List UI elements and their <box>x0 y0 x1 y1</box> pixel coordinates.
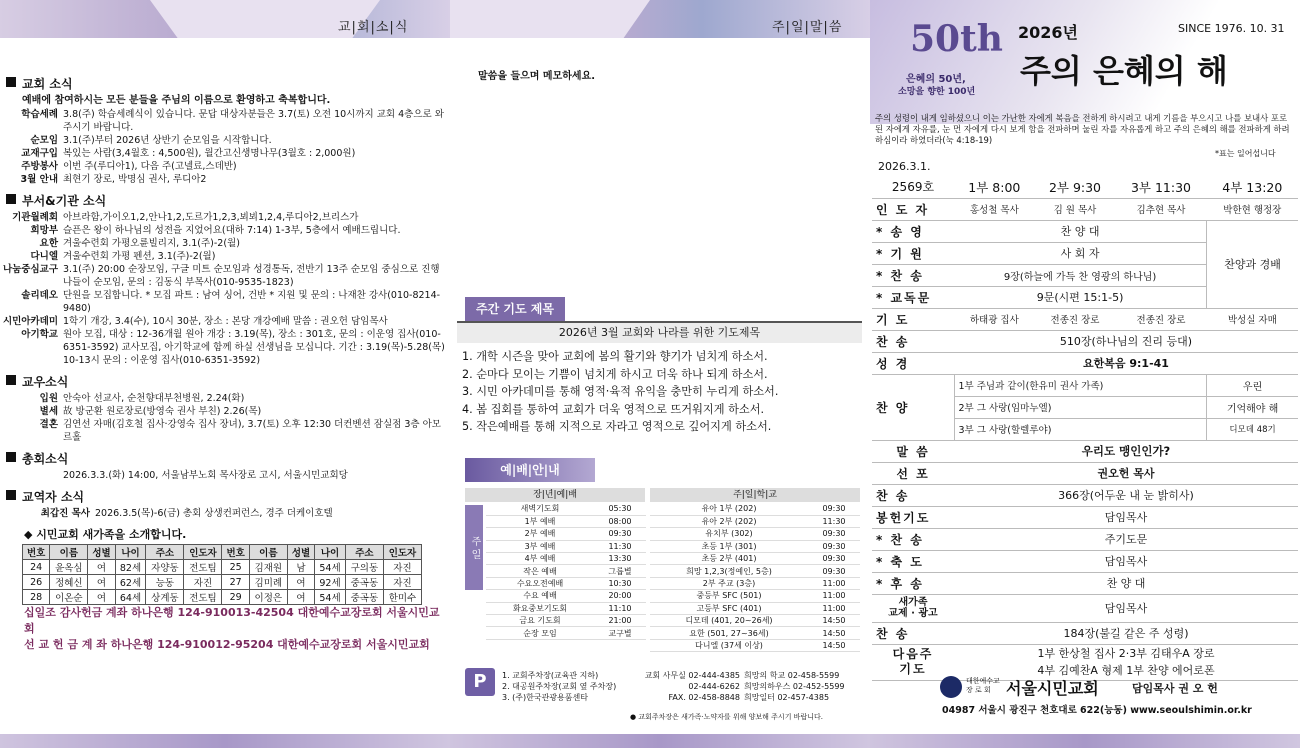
news-row-key: 희망부 <box>30 225 58 236</box>
bulletin-order-panel <box>870 0 1300 748</box>
sunday-school-head: 주|일|학|교 <box>650 488 860 502</box>
post-label: * 후 송 <box>872 572 954 594</box>
news-row <box>0 134 450 147</box>
news-row-key: 다니엘 <box>30 251 58 262</box>
title-calligraphy: 주의 은혜의 해 <box>1020 52 1228 90</box>
item-label: * 송 영 <box>872 220 954 242</box>
scripture: 요한복음 9:1-41 <box>954 352 1298 374</box>
prayer-heading: 2026년 3월 교회와 나라를 위한 기도제목 <box>457 321 862 343</box>
tithe-account: 십일조 감사헌금 계좌 하나은행 124-910013-42504 대한예수교장로회 서울시민교회 <box>24 606 440 635</box>
time-4: 4부 13:20 <box>1207 176 1298 198</box>
next-1: 1부 한상철 집사 2·3부 김태우A 장로 <box>1037 647 1215 660</box>
schedule-name: 초등 2부 (401) <box>650 553 808 565</box>
news-row <box>0 173 450 186</box>
news-row-value: 안숙아 선교사, 순천향대부천병원, 2.24(화) <box>63 393 245 404</box>
table-cell: 62세 <box>115 575 146 590</box>
next-label-1: 다음주 <box>892 647 934 661</box>
schedule-time: 14:50 <box>808 627 860 639</box>
new-family-col: 이름 <box>50 545 88 560</box>
schedule-time: 09:30 <box>808 528 860 540</box>
leader-4: 박한현 행정장 <box>1207 198 1298 220</box>
choir-1: 1부 주님과 같이(한유미 권사 가족) <box>954 374 1207 396</box>
church-name: 서울시민교회 <box>1006 679 1099 698</box>
slogan-1: 은혜의 50년, <box>906 74 966 85</box>
table-cell: 정혜신 <box>50 575 88 590</box>
table-cell: 전도팀 <box>184 560 222 575</box>
table-cell: 여 <box>88 575 115 590</box>
leader-2: 김 원 목사 <box>1035 198 1116 220</box>
hymn3-label: 찬 송 <box>872 484 954 506</box>
sermon-header <box>450 0 870 38</box>
schedule-name: 중등부 SFC (501) <box>650 590 808 602</box>
next-label-2: 기도 <box>899 662 927 676</box>
table-row <box>23 560 422 575</box>
table-cell: 여 <box>287 575 314 590</box>
parking-line: 2. 대공원주차장(교회 옆 주차장) <box>502 682 617 691</box>
mission-account: 선 교 헌 금 계 좌 하나은행 124-910012-95204 대한예수교장로회 서울시민교회 <box>24 638 430 651</box>
table-cell: 82세 <box>115 560 146 575</box>
table-cell: 능동 <box>146 575 184 590</box>
schedule-row <box>486 602 646 614</box>
table-cell: 이온순 <box>50 590 88 605</box>
news-row <box>0 250 450 263</box>
prayer-item: 1. 개학 시즌을 맞아 교회에 봄의 활기와 향기가 넘치게 하소서. <box>462 350 768 363</box>
new-family-col: 나이 <box>115 545 146 560</box>
table-cell: 상계동 <box>146 590 184 605</box>
schedule-time: 09:30 <box>808 540 860 552</box>
new-family-table <box>22 544 422 605</box>
offering: 담임목사 <box>954 506 1298 528</box>
new-family-col: 인도자 <box>383 545 421 560</box>
contacts-line: 02-444-6262 <box>688 682 740 691</box>
newfam-label-1: 새가족 <box>898 597 928 608</box>
news-row-key: 기관월례회 <box>12 212 58 223</box>
news-row-value: 원아 모집, 대상 : 12-36개월 원아 개강 : 3.19(목), 장소 : 301호, 문의 : 이운영 집사(010-6351-3592) 교사모집, 아기학교에 함께 하실 선생님을 모십니다. 기간 : 3.19(목)-5.28(목) 10-13시 문의 : 이운영 집사(010-6351-3592) <box>63 329 445 366</box>
sermon-header-title: 주|일|말|씀 <box>772 20 843 35</box>
table-cell: 24 <box>23 560 50 575</box>
news-row-key: 아기학교 <box>21 329 58 340</box>
news-row <box>0 237 450 250</box>
table-cell: 26 <box>23 575 50 590</box>
schedule-row <box>650 515 860 527</box>
news-row-key: 결혼 <box>39 419 58 430</box>
table-row <box>23 590 422 605</box>
schedule-name: 디모데 (401, 20~26세) <box>650 615 808 627</box>
prayer-item: 3. 시민 아카데미를 통해 영적·육적 유익을 충만히 누리게 하소서. <box>462 385 779 398</box>
schedule-name: 유아 2부 (202) <box>650 515 808 527</box>
table-cell: 27 <box>222 575 249 590</box>
schedule-row <box>486 577 646 589</box>
contacts-line: 교회 사무실 02-444-4385 <box>644 671 740 680</box>
prayer-item: 2. 순마다 모이는 기쁨이 넘치게 하시고 더욱 하나 되게 하소서. <box>462 367 768 381</box>
schedule-name: 수요오전예배 <box>486 577 594 589</box>
news-row-value: 3.1(주)부터 2026년 상반기 순모임을 시작합니다. <box>63 135 272 146</box>
news-row-value: 김연선 자매(김호철 집사·강영숙 집사 장녀), 3.7(토) 오후 12:30 더컨벤션 잠실점 3층 아모르홀 <box>63 419 441 443</box>
hymn3: 366장(어두운 내 눈 밝히사) <box>954 484 1298 506</box>
bless-label: * 축 도 <box>872 550 954 572</box>
schedule-name: 수요 예배 <box>486 590 594 602</box>
leader-3: 김추현 목사 <box>1115 198 1206 220</box>
schedule-time: 11:00 <box>808 590 860 602</box>
stand-note: *표는 일어섭니다 <box>1215 149 1276 158</box>
schedule-name: 2부 예배 <box>486 528 594 540</box>
news-row-value: 아브라함,가이오1,2,안나1,2,도르가1,2,3,뵈뵈1,2,4,루디아2,브리스가 <box>63 212 359 223</box>
news-row-key: 3월 안내 <box>20 174 58 185</box>
news-row-value: 복있는 사람(3,4월호 : 4,500원), 월간고신생명나무(3월호 : 2,000원) <box>63 148 356 159</box>
news-row <box>0 160 450 173</box>
prayer-item: 5. 작은예배를 통해 지적으로 자라고 영적으로 깊어지게 하소서. <box>462 420 772 433</box>
service-date: 2026.3.1. <box>878 160 931 173</box>
contacts2-line: 희망의 학교 02-458-5599 <box>744 671 840 680</box>
prayer-4: 박성실 자매 <box>1207 308 1298 330</box>
memo-text: 말씀을 들으며 메모하세요. <box>478 71 596 82</box>
table-row <box>23 575 422 590</box>
news-row <box>0 392 450 405</box>
table-cell: 자진 <box>184 575 222 590</box>
table-cell: 김미례 <box>249 575 287 590</box>
news-row <box>0 418 450 444</box>
table-cell: 김재원 <box>249 560 287 575</box>
news-row-key: 별세 <box>39 406 58 417</box>
schedule-row <box>486 627 646 639</box>
news-row-value: 이번 주(루디아1), 다음 주(고넬료,스데반) <box>63 161 237 172</box>
schedule-name: 순장 모임 <box>486 627 594 639</box>
sunday-marker: 주 일 <box>465 505 483 590</box>
item-value: 9문(시편 15:1-5) <box>954 286 1207 308</box>
schedule-row <box>650 577 860 589</box>
news-row-key: 학습세례 <box>21 109 58 120</box>
choir-2: 2부 그 사랑(임마누엘) <box>954 396 1207 418</box>
church-logo-icon <box>940 676 962 698</box>
prayer-item: 4. 봄 집회를 통하여 교회가 더욱 영적으로 뜨거워지게 하소서. <box>462 402 765 416</box>
order-table <box>872 176 1298 681</box>
choir-label: 찬 양 <box>872 374 954 440</box>
schedule-time: 11:30 <box>594 540 646 552</box>
schedule-row <box>650 627 860 639</box>
news-row <box>0 147 450 160</box>
contacts2-line: 희망의하우스 02-452-5599 <box>744 682 845 691</box>
lords-label: * 찬 송 <box>872 528 954 550</box>
choir-side-2: 기억해야 해 <box>1207 396 1298 418</box>
prayer-1: 하태광 집사 <box>954 308 1035 330</box>
church-small-2: 장 로 회 <box>966 686 991 694</box>
news-row <box>0 289 450 315</box>
schedule-name: 3부 예배 <box>486 540 594 552</box>
news-row-key: 순모임 <box>30 135 58 146</box>
lords-prayer: 주기도문 <box>954 528 1298 550</box>
schedule-time: 21:00 <box>594 615 646 627</box>
news-row <box>0 224 450 237</box>
church-small-1: 대한예수교 <box>966 677 1000 685</box>
since-label: SINCE 1976. 10. 31 <box>1178 22 1285 35</box>
schedule-time: 11:10 <box>594 602 646 614</box>
worship-tag: 예|배|안|내 <box>465 458 595 482</box>
parking-note: ● 교회주차장은 새가족·노약자를 위해 양보해 주시기 바랍니다. <box>630 713 823 721</box>
schedule-row <box>650 590 860 602</box>
section-member-title: 교우소식 <box>22 373 450 390</box>
schedule-time: 그룹별 <box>594 565 646 577</box>
schedule-time: 11:30 <box>808 515 860 527</box>
schedule-time: 14:50 <box>808 639 860 651</box>
adult-worship-head: 장|년|예|배 <box>465 488 645 502</box>
sermon-panel <box>450 0 870 748</box>
hymn4: 184장(불길 같은 주 성령) <box>954 622 1298 644</box>
slogan-2: 소망을 향한 100년 <box>898 87 976 97</box>
table-cell: 한미수 <box>383 590 421 605</box>
schedule-row <box>486 615 646 627</box>
benediction: 담임목사 <box>954 550 1298 572</box>
schedule-time: 11:00 <box>808 602 860 614</box>
prayer-2: 전종진 장로 <box>1035 308 1116 330</box>
schedule-name: 다니엘 (37세 이상) <box>650 639 808 651</box>
table-cell: 중곡동 <box>345 575 383 590</box>
news-row-value: 故 방군환 원로장로(방영숙 권사 부친) 2.26(목) <box>63 406 262 417</box>
schedule-name: 새벽기도회 <box>486 503 594 515</box>
schedule-name: 작은 예배 <box>486 565 594 577</box>
schedule-row <box>650 615 860 627</box>
section-assembly-title: 총회소식 <box>22 450 450 467</box>
new-family-col: 성별 <box>287 545 314 560</box>
item-value: 사 회 자 <box>954 242 1207 264</box>
schedule-row <box>486 528 646 540</box>
welcome-text: 예배에 참여하시는 모든 분들을 주님의 이름으로 환영하고 축복합니다. <box>22 95 331 106</box>
newfam-label-2: 교제 · 광고 <box>888 608 938 619</box>
schedule-time: 13:30 <box>594 553 646 565</box>
news-row-value: 슬픈은 왕이 하나님의 성전을 지었어요(대하 7:14) 1-3부, 5층에서 예배드립니다. <box>63 225 401 236</box>
table-cell: 64세 <box>115 590 146 605</box>
table-cell: 54세 <box>315 560 346 575</box>
contacts-line: FAX. 02-458-8848 <box>668 693 740 702</box>
staff-name: 최갑진 목사 <box>40 508 90 519</box>
scripture-label: 성 경 <box>872 352 954 374</box>
church-news-panel <box>0 0 450 748</box>
news-row-key: 요한 <box>39 238 58 249</box>
leader-1: 홍성철 목사 <box>954 198 1035 220</box>
schedule-time: 10:30 <box>594 577 646 589</box>
item-value: 찬 양 대 <box>954 220 1207 242</box>
news-row-value: 최현기 장로, 박명심 권사, 루디아2 <box>63 174 207 185</box>
section-church-news-title: 교회 소식 <box>22 75 450 92</box>
new-family-col: 번호 <box>222 545 249 560</box>
schedule-row <box>650 540 860 552</box>
news-row-key: 주방봉사 <box>21 161 58 172</box>
news-row <box>0 211 450 224</box>
assembly-text: 2026.3.3.(화) 14:00, 서울남부노회 목사장로 고시, 서울시민교회당 <box>63 470 348 481</box>
new-family-col: 주소 <box>345 545 383 560</box>
anniversary-badge: 50th <box>910 18 1003 60</box>
item-label: * 교독문 <box>872 286 954 308</box>
news-row <box>0 315 450 328</box>
new-family-col: 나이 <box>315 545 346 560</box>
schedule-row <box>650 503 860 515</box>
contacts2-line: 희망일터 02-457-4385 <box>744 693 830 702</box>
schedule-name: 유아 1부 (202) <box>650 503 808 515</box>
news-row-key: 교재구입 <box>21 148 58 159</box>
news-row-key: 나눔중심교구 <box>2 264 58 275</box>
table-cell: 윤옥심 <box>50 560 88 575</box>
schedule-time: 교구별 <box>594 627 646 639</box>
news-row-key: 시민아카데미 <box>2 316 58 327</box>
schedule-time: 05:30 <box>594 503 646 515</box>
newfam: 담임목사 <box>954 594 1298 622</box>
schedule-time: 09:30 <box>594 528 646 540</box>
new-family-col: 성별 <box>88 545 115 560</box>
schedule-name: 금요 기도회 <box>486 615 594 627</box>
time-1: 1부 8:00 <box>954 176 1035 198</box>
sermon-label-1: 말 씀 <box>872 440 954 462</box>
news-row-value: 3.8(주) 학습세례식이 있습니다. 문답 대상자분들은 3.7(토) 오전 10시까지 교회 4층으로 와주시기 바랍니다. <box>63 109 444 133</box>
prayer-3: 전종진 장로 <box>1115 308 1206 330</box>
schedule-row <box>650 602 860 614</box>
table-cell: 28 <box>23 590 50 605</box>
news-row-value: 겨울수련회 가평오륜빌리지, 3.1(주)-2(월) <box>63 238 240 249</box>
table-cell: 전도팀 <box>184 590 222 605</box>
new-family-col: 주소 <box>146 545 184 560</box>
staff-text: 2026.3.5(목)-6(금) 총회 상생컨퍼런스, 경주 더케이호텔 <box>95 508 333 519</box>
time-2: 2부 9:30 <box>1035 176 1116 198</box>
offering-label: 봉헌기도 <box>872 506 954 528</box>
schedule-row <box>486 540 646 552</box>
schedule-time: 11:00 <box>808 577 860 589</box>
schedule-name: 2부 주교 (3층) <box>650 577 808 589</box>
schedule-name: 유치부 (302) <box>650 528 808 540</box>
issue-no: 2569호 <box>872 176 954 198</box>
adult-schedule <box>486 503 646 640</box>
choir-3: 3부 그 사랑(할렐루야) <box>954 418 1207 440</box>
parking-icon: P <box>465 668 495 696</box>
prayer-tag: 주간 기도 제목 <box>465 297 565 321</box>
schedule-time: 09:30 <box>808 503 860 515</box>
prayer-label: 기 도 <box>872 308 954 330</box>
new-family-title: ◆ 시민교회 새가족을 소개합니다. <box>24 528 187 541</box>
schedule-row <box>486 590 646 602</box>
schedule-row <box>650 639 860 651</box>
new-family-col: 번호 <box>23 545 50 560</box>
schedule-name: 화요중보기도회 <box>486 602 594 614</box>
news-row-key: 입원 <box>39 393 58 404</box>
news-row <box>0 405 450 418</box>
table-cell: 여 <box>88 590 115 605</box>
schedule-time: 20:00 <box>594 590 646 602</box>
table-cell: 자진 <box>383 560 421 575</box>
choir-side-1: 우린 <box>1207 374 1298 396</box>
item-value: 9장(하늘에 가득 찬 영광의 하나님) <box>954 264 1207 286</box>
item-label: * 찬 송 <box>872 264 954 286</box>
table-cell: 중곡동 <box>345 590 383 605</box>
sermon-label-2: 선 포 <box>872 462 954 484</box>
table-cell: 자진 <box>383 575 421 590</box>
school-schedule <box>650 503 860 652</box>
schedule-row <box>650 528 860 540</box>
schedule-row <box>486 565 646 577</box>
news-row <box>0 108 450 134</box>
praise-side: 찬양과 경배 <box>1207 220 1298 308</box>
schedule-name: 고등부 SFC (401) <box>650 602 808 614</box>
schedule-row <box>486 503 646 515</box>
parking-line: 1. 교회주차장(교육관 지하) <box>502 671 599 680</box>
schedule-name: 1부 예배 <box>486 515 594 527</box>
table-cell: 92세 <box>315 575 346 590</box>
schedule-row <box>486 553 646 565</box>
new-family-col: 인도자 <box>184 545 222 560</box>
table-cell: 구의동 <box>345 560 383 575</box>
year-label: 2026년 <box>1018 23 1078 42</box>
schedule-time: 09:30 <box>808 565 860 577</box>
table-cell: 25 <box>222 560 249 575</box>
schedule-time: 08:00 <box>594 515 646 527</box>
hymn2-label: 찬 송 <box>872 330 954 352</box>
church-address: 04987 서울시 광진구 천호대로 622(능동) www.seoulshimin.or.kr <box>942 705 1252 716</box>
news-row-value: 1학기 개강, 3.4(수), 10시 30분, 장소 : 본당 개강예배 말씀 : 권오헌 담임목사 <box>63 316 388 327</box>
schedule-name: 희망 1,2,3(정예인, 5층) <box>650 565 808 577</box>
leader-label: 인 도 자 <box>872 198 954 220</box>
section-staff-title: 교역자 소식 <box>22 488 450 505</box>
senior-pastor: 담임목사 권 오 헌 <box>1132 682 1218 695</box>
news-row-value: 3.1(주) 20:00 순장모임, 구글 미트 순모임과 성경통독, 전반기 13주 순모임 중심으로 진행 나들이 순모임, 문의 : 김동식 부목사(010-9535-1823) <box>63 264 440 288</box>
time-3: 3부 11:30 <box>1115 176 1206 198</box>
parking-line: 3. (주)한국관광용품센타 <box>502 693 588 702</box>
schedule-name: 4부 예배 <box>486 553 594 565</box>
preacher: 권오헌 목사 <box>954 462 1298 484</box>
table-cell: 29 <box>222 590 249 605</box>
theme-verse: 주의 성령이 내게 임하셨으니 이는 가난한 자에게 복음을 전하게 하시려고 내게 기름을 부으시고 나를 보내사 포로 된 자에게 자유를, 눈 먼 자에게 다시 보게 함을 전파하며 눌린 자를 자유롭게 하고 주의 은혜의 해를 전파하게 하려 하심이라 하였더라(눅 4:18-19) <box>875 113 1290 145</box>
postlude: 찬 양 대 <box>954 572 1298 594</box>
schedule-time: 14:50 <box>808 615 860 627</box>
hymn4-label: 찬 송 <box>872 622 954 644</box>
schedule-row <box>486 515 646 527</box>
news-row <box>0 328 450 367</box>
table-cell: 여 <box>88 560 115 575</box>
schedule-row <box>650 553 860 565</box>
news-row-value: 겨울수련회 가평 펜션, 3.1(주)-2(월) <box>63 251 216 262</box>
new-family-col: 이름 <box>249 545 287 560</box>
news-row <box>0 263 450 289</box>
hymn2: 510장(하나님의 진리 등대) <box>954 330 1298 352</box>
choir-side-3: 디모데 48기 <box>1207 418 1298 440</box>
table-cell: 이정은 <box>249 590 287 605</box>
table-cell: 자양동 <box>146 560 184 575</box>
table-cell: 남 <box>287 560 314 575</box>
item-label: * 기 원 <box>872 242 954 264</box>
schedule-row <box>650 565 860 577</box>
schedule-name: 초등 1부 (301) <box>650 540 808 552</box>
next-2: 4부 김예찬A 형제 1부 찬양 에어로폰 <box>1037 664 1215 677</box>
news-row-value: 단원을 모집합니다. * 모집 파트 : 남여 싱어, 건반 * 지원 및 문의 : 나재찬 강사(010-8214-9480) <box>63 290 441 314</box>
schedule-time: 09:30 <box>808 553 860 565</box>
news-header-title: 교|회|소|식 <box>338 20 409 35</box>
section-dept-title: 부서&기관 소식 <box>22 192 450 209</box>
sermon-title: 우리도 맹인인가? <box>954 440 1298 462</box>
schedule-name: 요한 (501, 27~36세) <box>650 627 808 639</box>
table-cell: 54세 <box>315 590 346 605</box>
table-cell: 여 <box>287 590 314 605</box>
news-row-key: 솔리데오 <box>21 290 58 301</box>
news-header <box>0 0 450 38</box>
